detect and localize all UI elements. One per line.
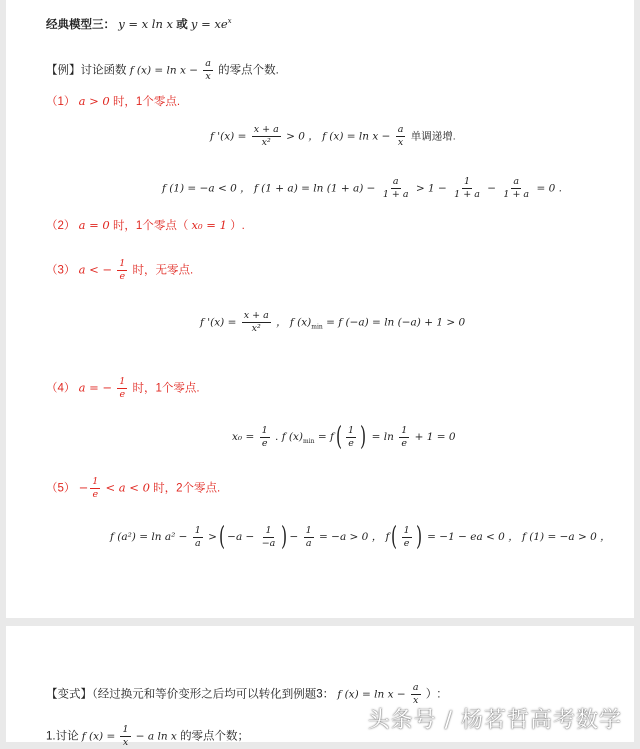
case3-derivative: f '(x) = $\frac{x + a}{\text{x²}}$ ， f $(x)_{min} = f$ (−a) = ln (−a) + 1 > 0 (200, 310, 466, 334)
case1-values: f (1) = −a < 0 ， f (1 + a) = ln (1 + a) − $\frac{a}{1 + a}$ > 1 − $\frac{1}{1 + a}$ − $\frac{a}{1 + a}$ = 0 . (162, 176, 562, 200)
watermark: 头条号 / 杨茗哲高考数学 (367, 708, 622, 733)
case5-values: f (a²) = ln a² − $\frac{1}{a}$ >( −a − $\frac{1}{-a}$ ) − $\frac{1}{a}$ = −a > 0 ， f( $\frac{1}{e}$ ) = −1 − ea < 0 ， f (1) = −a > 0 ， (110, 522, 611, 552)
solution-card (6, 0, 634, 618)
section-title: 经典模型三： y = x ln x 或 $y = xe^x$ (46, 16, 232, 31)
variant-statement: 【变式】（经过换元和等价变形之后均可以转化到例题3： f (x) = ln x − $\frac{a}{x}$ ）: (46, 682, 441, 706)
case3-heading: （3） a < − $\frac{1}{e}$ 时，无零点. (46, 258, 194, 282)
case1-heading: （1） a > 0 时，1个零点. (46, 94, 181, 108)
case2-heading: （2） a = 0 时，1个零点（ x₀ = 1 ）. (46, 218, 245, 232)
case4-values: x₀ = $\frac{1}{e}$ . f $(x)_{min} = f$( $\frac{1}{e}$ ) = ln $\frac{1}{e}$ + 1 = 0 (232, 422, 456, 452)
example-statement: 【例】讨论函数 f (x) = ln x − $\frac{a}{x}$ 的零点个数. (46, 58, 279, 82)
case4-heading: （4） a = − $\frac{1}{e}$ 时，1个零点. (46, 376, 200, 400)
case5-heading: （5） − $\frac{1}{e}$ < a < 0 时，2个零点. (46, 476, 221, 500)
case1-derivative: f '(x) = $\frac{x + a}{\text{x²}}$ > 0 ， f (x) = ln x − $\frac{a}{x}$ 单调递增. (210, 124, 456, 148)
variant-item1: 1.讨论 f (x) = $\frac{1}{x}$ − a ln x 的零点个数； (46, 724, 250, 748)
